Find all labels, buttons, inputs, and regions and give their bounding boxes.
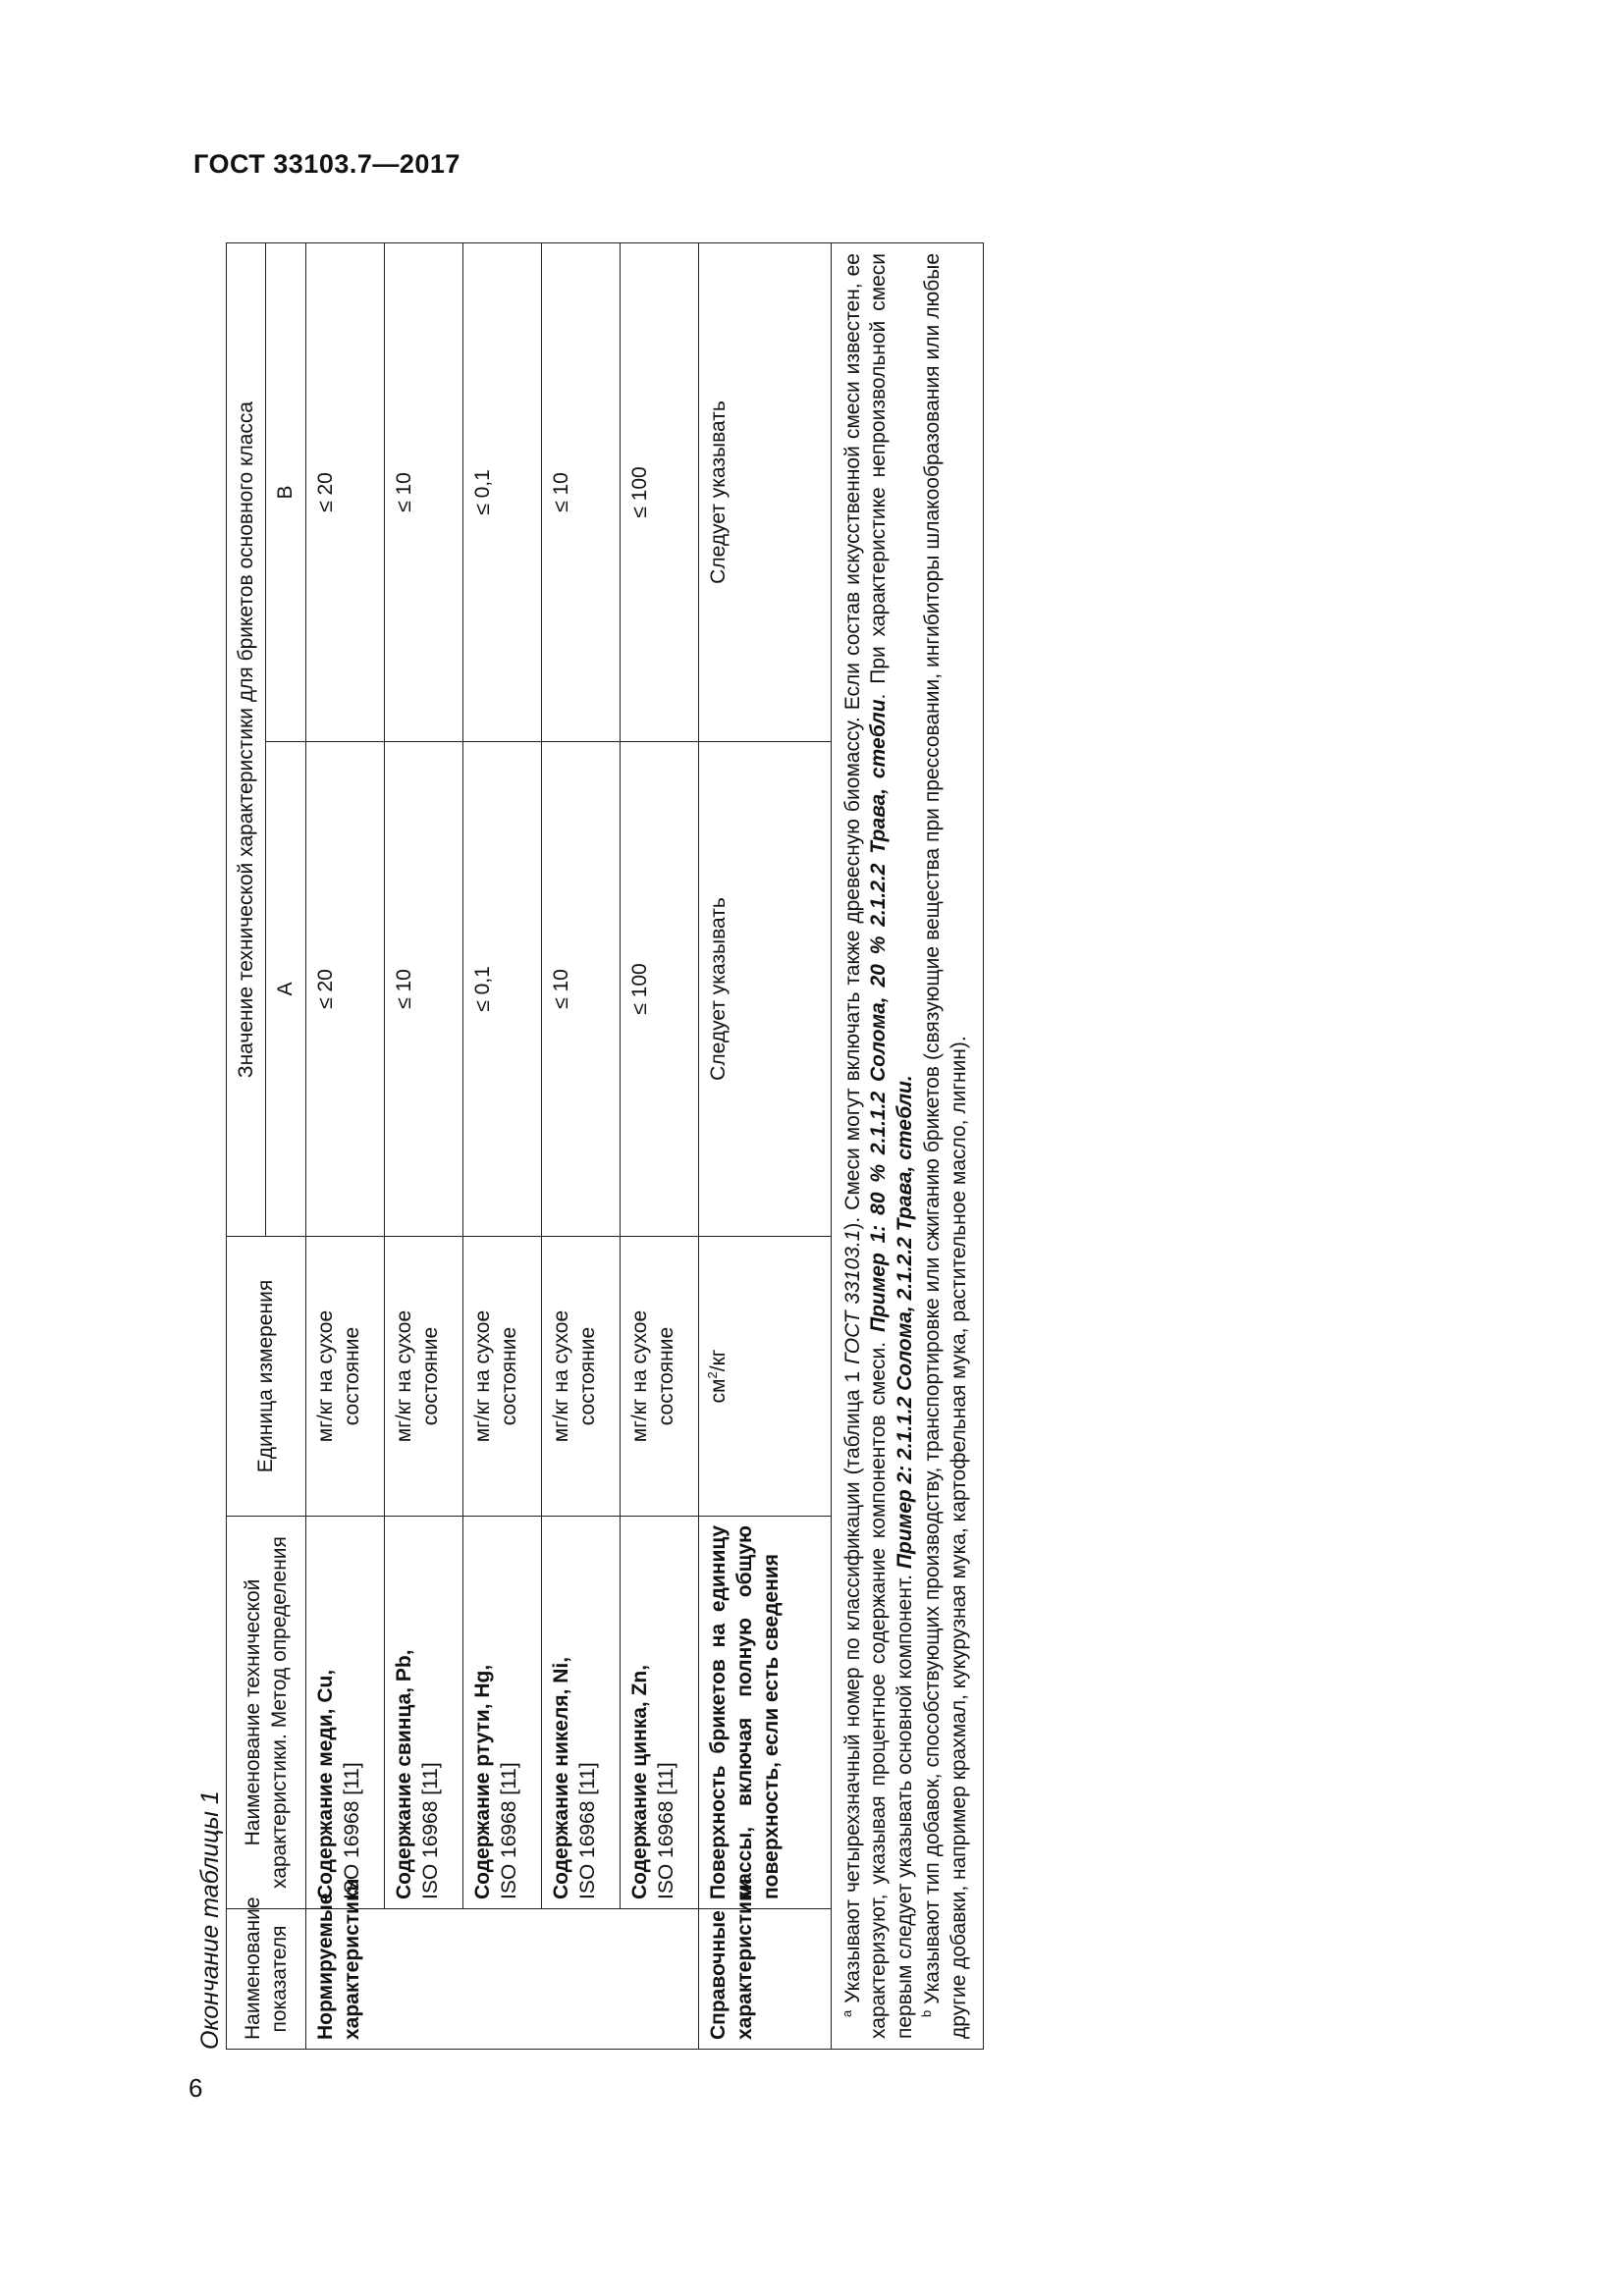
method-reference: ISO 16968 [11] xyxy=(654,1762,677,1899)
rotated-table-block xyxy=(196,243,1051,2050)
method-reference: ISO 16968 [11] xyxy=(575,1762,599,1899)
characteristic-name: Содержание цинка, Zn, xyxy=(627,1664,651,1899)
unit-line: мг/кг на сухое xyxy=(549,1309,572,1443)
value-a-cell: ≤ 10 xyxy=(384,742,462,1237)
unit-denominator: /кг xyxy=(706,1349,730,1372)
group-cell: Справочные характеристики xyxy=(698,1909,831,2050)
header-value-group: Значение технической характеристики для брикетов основного класса xyxy=(227,243,266,1237)
table-row xyxy=(541,243,620,2050)
header-class-b: В xyxy=(266,243,305,742)
characteristics-table xyxy=(226,242,984,2050)
characteristic-name: Содержание меди, Cu, xyxy=(313,1669,337,1899)
table-header-row xyxy=(227,243,266,2050)
unit-line: мг/кг на сухое xyxy=(392,1309,415,1443)
footnote-text: Указывают четырехзначный номер по классификации (таблица 1 xyxy=(840,1363,864,2010)
unit-cell xyxy=(698,1237,831,1517)
method-reference: ISO 16968 [11] xyxy=(497,1762,520,1899)
footnote-marker: а xyxy=(839,2009,854,2017)
unit-line: состояние xyxy=(575,1326,599,1426)
table-row xyxy=(384,243,462,2050)
table-row xyxy=(620,243,698,2050)
characteristic-cell xyxy=(620,1517,698,1909)
characteristic-cell xyxy=(462,1517,541,1909)
value-b-cell: Следует указывать xyxy=(698,243,831,742)
footnotes-cell xyxy=(831,243,983,2050)
characteristic-name: Поверхность брикетов на единицу массы, включая полную общую поверхность, если есть сведения xyxy=(706,1525,784,1899)
table-caption: Окончание таблицы 1 xyxy=(196,1790,224,2050)
unit-cell xyxy=(462,1237,541,1517)
group-cell xyxy=(620,1909,698,2050)
value-b-cell: ≤ 20 xyxy=(305,243,384,742)
header-unit: Единица измерения xyxy=(227,1237,306,1517)
value-a-cell: ≤ 0,1 xyxy=(462,742,541,1237)
header-characteristic-name: Наименование технической характеристики. Метод определения xyxy=(227,1517,306,1909)
unit-line: состояние xyxy=(497,1326,520,1426)
footnote-marker: b xyxy=(919,2009,935,2017)
characteristic-cell xyxy=(698,1517,831,1909)
unit-line: мг/кг на сухое xyxy=(627,1309,651,1443)
footnote-b xyxy=(919,253,973,2039)
characteristic-cell xyxy=(305,1517,384,1909)
header-indicator-name: Наименование показателя xyxy=(227,1909,306,2050)
unit-exponent: 2 xyxy=(704,1371,720,1379)
document-code: ГОСТ 33103.7—2017 xyxy=(193,149,460,179)
value-b-cell: ≤ 100 xyxy=(620,243,698,742)
characteristic-cell xyxy=(384,1517,462,1909)
value-a-cell: ≤ 10 xyxy=(541,742,620,1237)
method-reference: ISO 16968 [11] xyxy=(340,1762,363,1899)
example-2: Пример 2: 2.1.1.2 Солома, 2.1.2.2 Трава, стебли. xyxy=(893,1075,917,1570)
group-cell xyxy=(462,1909,541,2050)
unit-line: состояние xyxy=(418,1326,442,1426)
header-class-a: А xyxy=(266,742,305,1237)
unit-line: мг/кг на сухое xyxy=(313,1309,337,1443)
unit-cell xyxy=(305,1237,384,1517)
method-reference: ISO 16968 [11] xyxy=(418,1762,442,1899)
footnote-text: . При характеристике непроизвольной смеси первым следует указывать основной компонент. xyxy=(867,253,917,2039)
unit-cell xyxy=(620,1237,698,1517)
standard-reference: ГОСТ 33103.1 xyxy=(840,1229,864,1364)
unit-cell xyxy=(541,1237,620,1517)
unit-cell xyxy=(384,1237,462,1517)
value-b-cell: ≤ 10 xyxy=(541,243,620,742)
unit-line: состояние xyxy=(654,1326,677,1426)
unit-base: см xyxy=(706,1378,730,1404)
unit-line: состояние xyxy=(340,1326,363,1426)
table-row xyxy=(305,243,384,2050)
notes-row xyxy=(831,243,983,2050)
group-cell: Нормируемые характеристики xyxy=(305,1909,384,2050)
footnote-text: Указывают тип добавок, способствующих производству, транспортировке или сжиганию брикетов (связующие вещества при прессовании, ингибиторы шлакообразования или любые другие добавки, например крахмал, кукурузная мука, картофельная мука, растительное масло, лигнин). xyxy=(921,253,971,2039)
footnote-a xyxy=(839,253,920,2039)
value-b-cell: ≤ 10 xyxy=(384,243,462,742)
footnote-text: ). Смеси могут включать также древесную биомассу. Если состав искусственной смеси известен, ее характеризуют, указывая процентное содержание компонентов смеси. xyxy=(840,253,891,2039)
characteristic-cell xyxy=(541,1517,620,1909)
value-b-cell: ≤ 0,1 xyxy=(462,243,541,742)
characteristic-name: Содержание ртути, Hg, xyxy=(470,1664,494,1899)
table-row xyxy=(698,243,831,2050)
example-1: Пример 1: 80 % 2.1.1.2 Солома, 20 % 2.1.2.2 Трава, стебли xyxy=(867,699,891,1333)
characteristic-name: Содержание свинца, Pb, xyxy=(392,1649,415,1899)
group-cell xyxy=(541,1909,620,2050)
unit-line: мг/кг на сухое xyxy=(470,1309,494,1443)
characteristic-name: Содержание никеля, Ni, xyxy=(549,1656,572,1899)
value-a-cell: ≤ 100 xyxy=(620,742,698,1237)
value-a-cell: Следует указывать xyxy=(698,742,831,1237)
group-cell xyxy=(384,1909,462,2050)
value-a-cell: ≤ 20 xyxy=(305,742,384,1237)
page-number: 6 xyxy=(189,2073,203,2103)
table-row xyxy=(462,243,541,2050)
